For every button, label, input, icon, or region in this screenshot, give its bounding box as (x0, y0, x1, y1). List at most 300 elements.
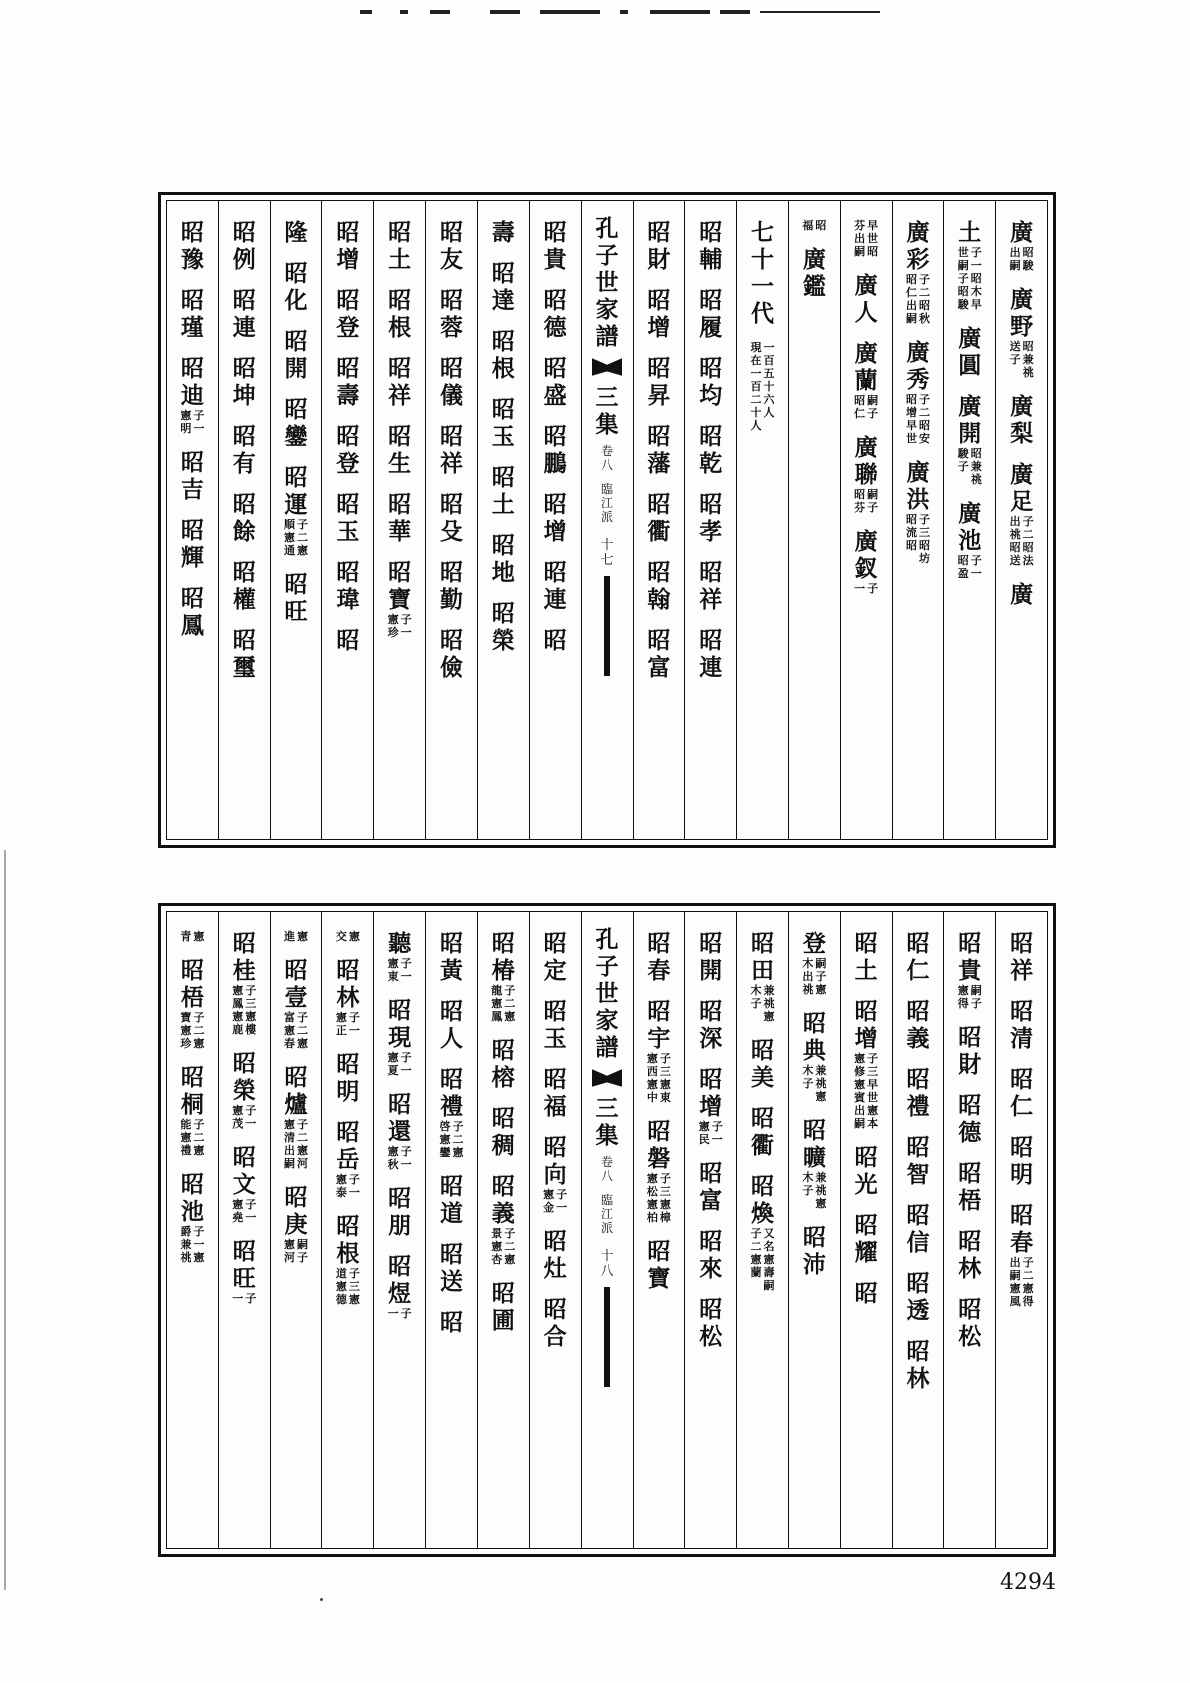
lineage-note: 子 二 昭 安 昭 增 早 世 (905, 393, 930, 445)
person-name: 昭 增 (647, 287, 671, 341)
person-name: 昭 乾 (699, 423, 723, 477)
person-name: 昭 典 (802, 1010, 826, 1064)
lineage-note: 子 一 (854, 582, 879, 595)
person-name: 昭 璽 (232, 627, 256, 681)
person-name: 昭 椿 (491, 930, 515, 984)
genealogy-entry (958, 1296, 981, 1350)
genealogy-entry (388, 997, 412, 1077)
genealogy-entry (854, 219, 878, 258)
genealogy-entry (543, 1134, 567, 1214)
lineage-note: 子 一 憲 正 (335, 1011, 360, 1037)
person-name: 七 十 一 代 (751, 219, 775, 327)
genealogy-entry (233, 491, 256, 545)
person-name: 昭 榮 (232, 1050, 256, 1104)
person-name: 登 (802, 930, 826, 957)
genealogy-entry (284, 957, 308, 1050)
genealogy-entry (284, 930, 308, 943)
genealogy-entry (958, 219, 982, 311)
person-name: 昭 美 (751, 1037, 775, 1091)
person-name: 昭 地 (491, 532, 515, 586)
genealogy-entry (388, 355, 411, 409)
person-name: 昭 連 (543, 559, 567, 613)
person-name: 昭 清 (1010, 998, 1034, 1052)
genealogy-entry (492, 1037, 515, 1091)
genealogy-entry (1010, 998, 1033, 1052)
genealogy-column (529, 912, 581, 1548)
genealogy-entry (906, 1270, 929, 1324)
genealogy-entry (544, 1296, 567, 1350)
genealogy-column (477, 912, 529, 1548)
genealogy-entry (388, 1253, 412, 1320)
person-name: 土 (958, 219, 982, 246)
genealogy-entry (647, 627, 670, 681)
genealogy-column (633, 912, 685, 1548)
person-name: 昭 圃 (491, 1280, 515, 1334)
lineage-note: 子 二 憲 景 憲 杏 (491, 1227, 516, 1266)
genealogy-entry (544, 423, 567, 477)
genealogy-entry (906, 998, 929, 1052)
genealogy-entry (492, 532, 515, 586)
lineage-note: 子 三 早 世 憲 本 憲 修 憲 賓 出 嗣 (854, 1052, 879, 1130)
genealogy-entry (647, 1118, 671, 1224)
genealogy-column (477, 201, 529, 839)
person-name: 昭 祥 (699, 559, 723, 613)
person-name: 昭 開 (699, 930, 723, 984)
volume-label: 卷 八 臨 江 派 (600, 1155, 613, 1235)
person-name: 昭 權 (232, 559, 256, 613)
genealogy-entry (492, 1280, 515, 1334)
genealogy-entry (388, 930, 412, 983)
person-name: 昭 義 (906, 998, 930, 1052)
genealogy-column (218, 201, 270, 839)
genealogy-entry (285, 260, 308, 314)
genealogy-entry (802, 1117, 826, 1210)
genealogy-entry (854, 340, 878, 420)
person-name: 昭 (336, 627, 360, 654)
person-name: 昭 根 (491, 328, 515, 382)
person-name: 昭 松 (699, 1296, 723, 1350)
lineage-note: 子 一 昭 盈 (957, 554, 982, 580)
lineage-note: 昭 駿 出 嗣 (1009, 246, 1034, 272)
genealogy-entry (647, 423, 670, 477)
lineage-note: 子 一 (232, 1292, 257, 1305)
person-name: 廣 梨 (1010, 393, 1034, 447)
genealogy-column (167, 912, 218, 1548)
person-name: 昭 來 (699, 1228, 723, 1282)
lineage-note: 子 一 憲 金 (543, 1188, 568, 1214)
person-name: 廣 彩 (906, 219, 930, 273)
person-name: 昭 土 (388, 219, 412, 273)
genealogy-column (425, 912, 477, 1548)
person-name: 廣 鑑 (802, 246, 826, 300)
fish-tail-ornament (592, 356, 622, 378)
genealogy-column (892, 201, 944, 839)
person-name: 廣 開 (958, 393, 982, 447)
lineage-note: 子 二 憲 河 憲 清 出 嗣 (284, 1118, 309, 1170)
genealogy-entry (181, 585, 204, 639)
genealogy-entry (388, 559, 412, 639)
person-name: 昭 土 (854, 930, 878, 984)
genealogy-entry (544, 219, 567, 273)
lineage-note: 子 一 昭 木 早 世 嗣 子 昭 駿 (957, 246, 982, 311)
genealogy-entry (284, 1184, 308, 1264)
genealogy-page-bottom (158, 903, 1056, 1557)
lineage-note: 子 三 憲 樟 憲 松 憲 柏 (646, 1172, 671, 1224)
person-name: 昭 增 (336, 219, 360, 273)
genealogy-column (425, 201, 477, 839)
person-name: 廣 (1010, 219, 1034, 246)
lineage-note: 昭 福 (802, 219, 827, 232)
genealogy-entry (440, 355, 463, 409)
person-name: 昭 向 (543, 1134, 567, 1188)
person-name: 昭 鵬 (543, 423, 567, 477)
person-name: 昭 祥 (388, 355, 412, 409)
genealogy-entry (492, 464, 515, 518)
genealogy-entry (440, 1241, 463, 1295)
person-name: 昭 灶 (543, 1228, 567, 1282)
person-name: 廣 洪 (906, 459, 930, 513)
genealogy-entry (699, 1296, 722, 1350)
book-title: 孔 子 世 家 譜 (595, 926, 619, 1061)
volume-label: 卷 八 臨 江 派 (600, 444, 613, 524)
genealogy-entry (492, 260, 515, 314)
genealogy-entry (1010, 581, 1033, 608)
person-name: 昭 增 (543, 491, 567, 545)
genealogy-entry (180, 1171, 204, 1264)
genealogy-entry (232, 1050, 256, 1130)
person-name: 昭 瑋 (336, 559, 360, 613)
collection-label: 三 集 (595, 1095, 619, 1149)
genealogy-entry (699, 998, 722, 1052)
genealogy-entry (855, 272, 878, 326)
person-name: 昭 輔 (699, 219, 723, 273)
lineage-note: 子 一 (387, 1307, 412, 1320)
genealogy-entry (284, 464, 308, 557)
genealogy-entry (906, 930, 929, 984)
genealogy-entry (492, 219, 515, 246)
person-name: 昭 玉 (491, 396, 515, 450)
person-name: 昭 瑾 (180, 287, 204, 341)
person-name: 昭 富 (647, 627, 671, 681)
lineage-note: 子 一 憲 明 (180, 409, 205, 435)
person-name: 昭 壹 (284, 957, 308, 1011)
genealogy-entry (958, 1160, 981, 1214)
genealogy-entry (906, 1338, 929, 1392)
scan-page-number: 4294 (1000, 1570, 1056, 1595)
genealogy-entry (233, 219, 256, 273)
person-name: 昭 智 (906, 1134, 930, 1188)
person-name: 昭 履 (699, 287, 723, 341)
genealogy-entry (492, 600, 515, 654)
person-name: 昭 定 (543, 930, 567, 984)
genealogy-entry (440, 491, 463, 545)
genealogy-entry (440, 219, 463, 273)
genealogy-entry (180, 957, 204, 1050)
person-name: 昭 輝 (180, 517, 204, 571)
lineage-note: 子 三 憲 樓 憲 鳳 憲 鹿 (232, 984, 257, 1036)
genealogy-entry (440, 998, 463, 1052)
lineage-note: 早 世 昭 芬 出 嗣 (854, 219, 879, 258)
person-name: 昭 爐 (284, 1064, 308, 1118)
person-name: 昭 梧 (958, 1160, 982, 1214)
genealogy-entry (854, 434, 878, 514)
person-name: 昭 旺 (232, 1238, 256, 1292)
genealogy-entry (544, 491, 567, 545)
person-name: 昭 運 (284, 464, 308, 518)
genealogy-entry (440, 287, 463, 341)
person-name: 昭 仁 (1010, 1066, 1034, 1120)
genealogy-column (788, 201, 840, 839)
lineage-note: 子 一 憲 珍 (387, 613, 412, 639)
genealogy-column (943, 912, 995, 1548)
person-name: 昭 財 (958, 1024, 982, 1078)
genealogy-entry (232, 930, 256, 1036)
lineage-note: 子 三 憲 東 憲 西 憲 中 (646, 1052, 671, 1104)
person-name: 昭 禮 (439, 1066, 463, 1120)
genealogy-entry (906, 1202, 929, 1256)
person-name: 昭 增 (699, 1066, 723, 1120)
person-name: 昭 貴 (958, 930, 982, 984)
person-name: 昭 朋 (388, 1185, 412, 1239)
genealogy-entry (647, 1238, 670, 1292)
genealogy-entry (336, 957, 360, 1037)
genealogy-entry (336, 627, 359, 654)
person-name: 廣 聯 (854, 434, 878, 488)
person-name: 昭 現 (388, 997, 412, 1051)
person-name: 昭 人 (439, 998, 463, 1052)
lineage-note: 兼 祧 憲 木 子 (750, 984, 775, 1023)
person-name: 昭 化 (284, 260, 308, 314)
person-name: 昭 文 (232, 1144, 256, 1198)
genealogy-entry (1010, 1066, 1033, 1120)
genealogy-entry (544, 998, 567, 1052)
person-name: 昭 有 (232, 423, 256, 477)
genealogy-entry (285, 396, 308, 450)
person-name: 昭 (854, 1280, 878, 1307)
book-title: 孔 子 世 家 譜 (595, 215, 619, 350)
genealogy-entry (181, 287, 204, 341)
person-name: 壽 (491, 219, 515, 246)
person-name: 昭 昇 (647, 355, 671, 409)
genealogy-entry (180, 930, 204, 943)
genealogy-entry (336, 219, 359, 273)
genealogy-entry (647, 998, 671, 1104)
person-name: 昭 盛 (543, 355, 567, 409)
lineage-note: 兼 祧 憲 木 子 (802, 1064, 827, 1103)
genealogy-entry (440, 627, 463, 681)
genealogy-entry (699, 930, 722, 984)
lineage-note: 又 名 憲 壽 嗣 子 二 憲 蘭 (750, 1227, 775, 1292)
person-name: 昭 義 (491, 1173, 515, 1227)
genealogy-column (321, 912, 373, 1548)
person-name: 昭 祥 (1010, 930, 1034, 984)
genealogy-entry (544, 355, 567, 409)
person-name: 昭 榮 (491, 600, 515, 654)
genealogy-entry (544, 287, 567, 341)
genealogy-entry (958, 1092, 981, 1146)
genealogy-entry (699, 559, 722, 613)
genealogy-entry (336, 559, 359, 613)
person-name: 昭 根 (388, 287, 412, 341)
genealogy-entry (388, 287, 411, 341)
genealogy-entry (647, 930, 670, 984)
person-name: 昭 寶 (388, 559, 412, 613)
person-name: 昭 孝 (699, 491, 723, 545)
person-name: 昭 合 (543, 1296, 567, 1350)
genealogy-column (736, 912, 788, 1548)
genealogy-entry (906, 459, 930, 565)
genealogy-entry (439, 1066, 463, 1159)
person-name: 昭 (439, 1309, 463, 1336)
genealogy-entry (906, 1134, 929, 1188)
person-name: 昭 田 (751, 930, 775, 984)
person-name: 昭 鳳 (180, 585, 204, 639)
person-name: 昭 殳 (439, 491, 463, 545)
fish-tail-bar (604, 1287, 610, 1387)
person-name: 昭 稠 (491, 1105, 515, 1159)
person-name: 昭 衢 (647, 491, 671, 545)
lineage-note: 昭 兼 祧 送 子 (1009, 340, 1034, 379)
genealogy-entry (232, 1144, 256, 1224)
genealogy-column (840, 912, 892, 1548)
lineage-note: 子 二 憲 順 憲 通 (284, 518, 309, 557)
lineage-note: 子 一 憲 東 (387, 957, 412, 983)
genealogy-entry (906, 339, 930, 445)
genealogy-entry (1010, 461, 1034, 567)
scan-edge-line (4, 850, 6, 1590)
folio-number: 十 七 (600, 538, 614, 568)
genealogy-entry (1010, 930, 1033, 984)
genealogy-entry (491, 1173, 515, 1266)
person-name: 昭 儀 (439, 355, 463, 409)
lineage-note: 嗣 子 憲 木 出 祧 (802, 957, 827, 996)
page-bottom-columns (166, 911, 1048, 1549)
genealogy-entry (180, 1064, 204, 1157)
lineage-note: 子 二 憲 啓 憲 鑾 (439, 1120, 464, 1159)
collection-label: 三 集 (595, 384, 619, 438)
genealogy-entry (1010, 286, 1034, 379)
genealogy-entry (1010, 1134, 1033, 1188)
genealogy-column (995, 201, 1047, 839)
person-name: 昭 翰 (647, 559, 671, 613)
person-name: 昭 迪 (180, 355, 204, 409)
person-name: 昭 登 (336, 423, 360, 477)
genealogy-column (684, 201, 736, 839)
person-name: 昭 餘 (232, 491, 256, 545)
person-name: 昭 華 (388, 491, 412, 545)
genealogy-entry (751, 219, 774, 327)
genealogy-entry (388, 1185, 411, 1239)
person-name: 昭 增 (854, 998, 878, 1052)
genealogy-entry (699, 627, 722, 681)
person-name: 昭 還 (388, 1091, 412, 1145)
person-name: 昭 開 (284, 328, 308, 382)
genealogy-entry (233, 423, 256, 477)
genealogy-entry (233, 627, 256, 681)
person-name: 聽 (388, 930, 412, 957)
genealogy-entry (336, 491, 359, 545)
genealogy-entry (388, 491, 411, 545)
genealogy-entry (647, 491, 670, 545)
person-name: 昭 均 (699, 355, 723, 409)
person-name: 昭 桂 (232, 930, 256, 984)
genealogy-entry (232, 1238, 256, 1305)
lineage-note: 子 一 憲 秋 (387, 1145, 412, 1171)
genealogy-entry (802, 219, 826, 232)
genealogy-column (892, 912, 944, 1548)
person-name: 昭 岳 (336, 1119, 360, 1173)
lineage-note: 子 一 憲 民 (698, 1120, 723, 1146)
person-name: 昭 煥 (751, 1173, 775, 1227)
genealogy-entry (854, 998, 878, 1130)
person-name: 廣 足 (1010, 461, 1034, 515)
genealogy-entry (336, 287, 359, 341)
person-name: 昭 豫 (180, 219, 204, 273)
person-name: 昭 (543, 627, 567, 654)
genealogy-entry (492, 1105, 515, 1159)
genealogy-column (321, 201, 373, 839)
person-name: 昭 梧 (180, 957, 204, 1011)
genealogy-entry (181, 219, 204, 273)
genealogy-entry (180, 355, 204, 435)
lineage-note: 子 二 昭 法 出 祧 昭 送 (1009, 515, 1034, 567)
person-name: 昭 春 (1010, 1202, 1034, 1256)
person-name: 廣 秀 (906, 339, 930, 393)
lineage-note: 嗣 子 憲 得 (957, 984, 982, 1010)
page-top-columns (166, 200, 1048, 840)
genealogy-entry (233, 559, 256, 613)
genealogy-entry (440, 930, 463, 984)
genealogy-entry (544, 1066, 567, 1120)
genealogy-entry (233, 287, 256, 341)
scan-top-marks (360, 8, 920, 18)
genealogy-entry (647, 287, 670, 341)
genealogy-entry (647, 355, 670, 409)
lineage-note: 子 二 憲 寶 憲 珍 (180, 1011, 205, 1050)
genealogy-entry (699, 491, 722, 545)
person-name: 昭 煜 (388, 1253, 412, 1307)
genealogy-entry (492, 396, 515, 450)
person-name: 昭 林 (336, 957, 360, 1011)
genealogy-entry (440, 1173, 463, 1227)
person-name: 昭 信 (906, 1202, 930, 1256)
lineage-note: 子 一 憲 堯 (232, 1198, 257, 1224)
person-name: 昭 桐 (180, 1064, 204, 1118)
person-name: 昭 禮 (906, 1066, 930, 1120)
lineage-note: 子 二 憲 龍 憲 鳳 (491, 984, 516, 1023)
genealogy-entry (336, 930, 360, 943)
person-name: 廣 野 (1010, 286, 1034, 340)
genealogy-entry (699, 287, 722, 341)
book-spine-column (581, 912, 633, 1548)
person-name: 昭 仁 (906, 930, 930, 984)
lineage-note: 子 三 憲 道 憲 德 (335, 1267, 360, 1306)
person-name: 昭 達 (491, 260, 515, 314)
person-name: 昭 松 (958, 1296, 982, 1350)
genealogy-column (840, 201, 892, 839)
lineage-note: 兼 祧 憲 木 子 (802, 1171, 827, 1210)
genealogy-entry (388, 219, 411, 273)
person-name: 昭 生 (388, 423, 412, 477)
person-name: 昭 曠 (802, 1117, 826, 1171)
genealogy-page-top (158, 192, 1056, 848)
genealogy-entry (440, 423, 463, 477)
person-name: 昭 勤 (439, 559, 463, 613)
person-name: 昭 光 (854, 1144, 878, 1198)
person-name: 昭 例 (232, 219, 256, 273)
genealogy-column (943, 201, 995, 839)
person-name: 昭 壽 (336, 355, 360, 409)
